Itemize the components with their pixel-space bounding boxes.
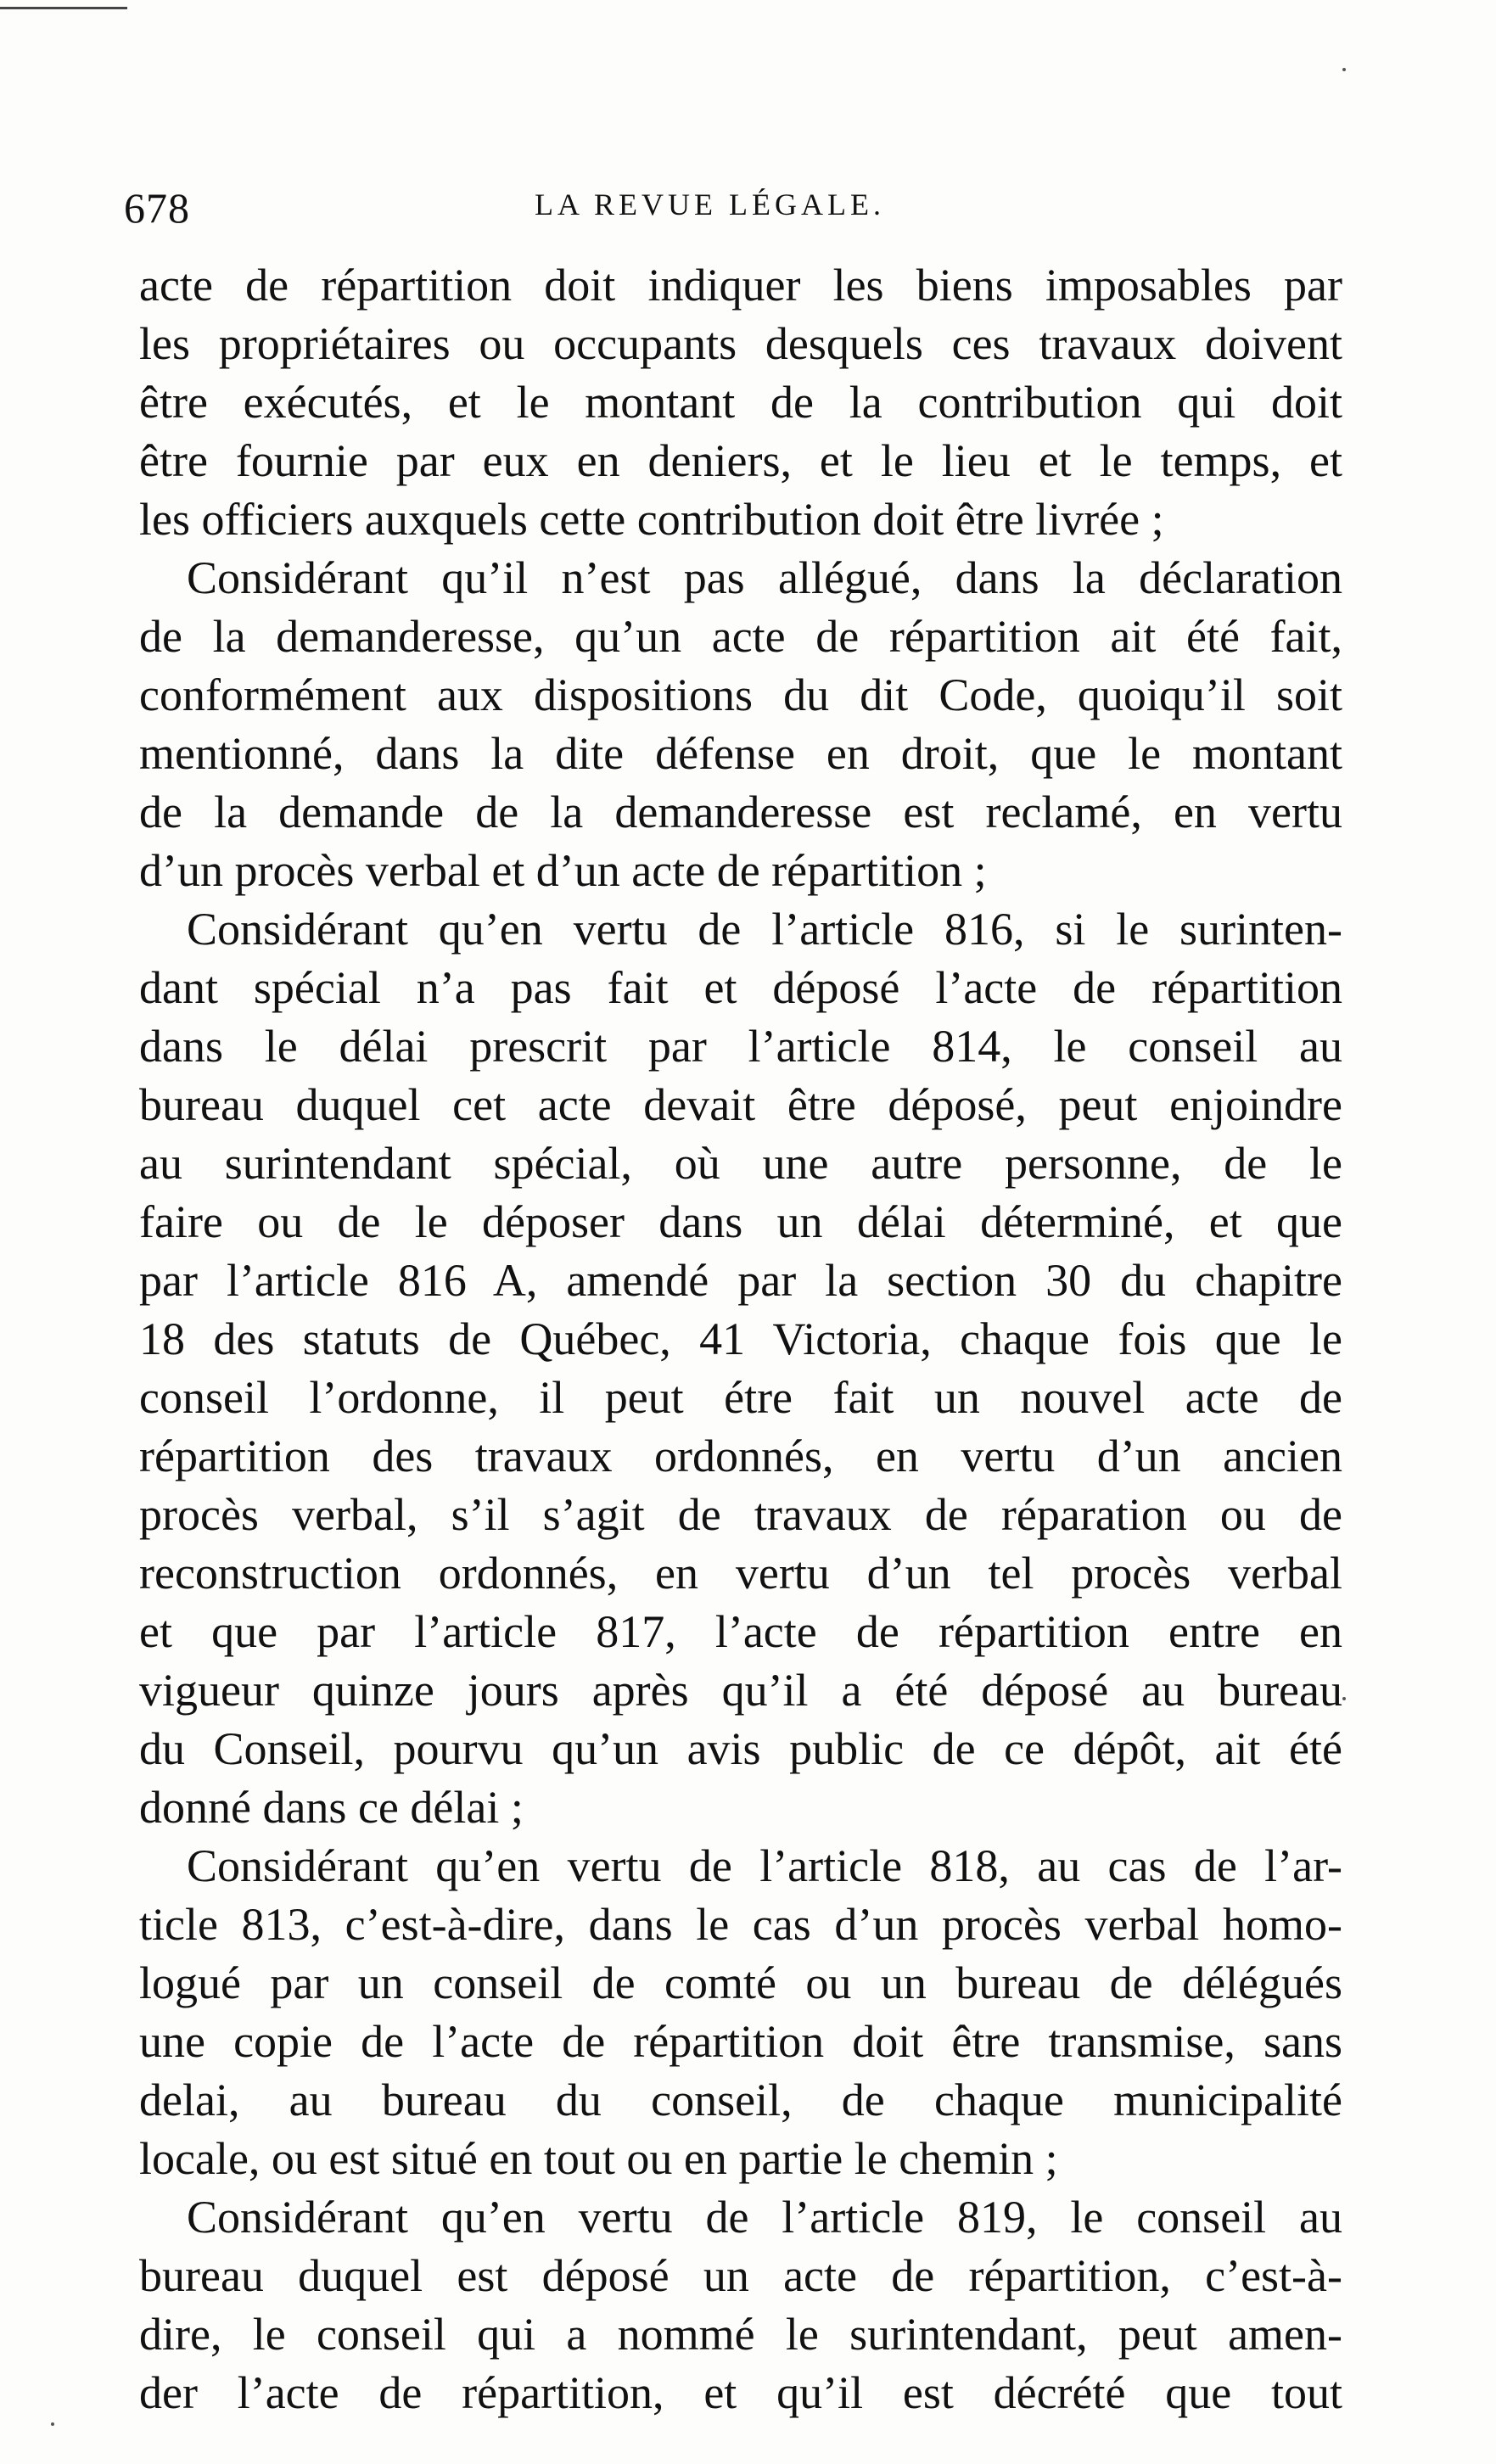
text-line: Considérant qu’il n’est pas allégué, dans la déclaration [187, 552, 1342, 603]
text-line: les propriétaires ou occupants desquels ces travaux doivent [139, 318, 1342, 369]
text-line: de la demanderesse, qu’un acte de répartition ait été fait, [139, 611, 1342, 662]
text-line: bureau duquel cet acte devait être déposé, peut enjoindre [139, 1079, 1342, 1130]
text-line: dire, le conseil qui a nommé le surintendant, peut amen- [139, 2309, 1342, 2360]
page-header [124, 183, 1337, 232]
text-line: répartition des travaux ordonnés, en vertu d’un ancien [139, 1431, 1342, 1481]
text-line: être fournie par eux en deniers, et le lieu et le temps, et [139, 435, 1342, 486]
text-line: les officiers auxquels cette contribution doit être livrée ; [139, 494, 1164, 545]
text-line: procès verbal, s’il s’agit de travaux de réparation ou de [139, 1489, 1342, 1540]
text-line: Considérant qu’en vertu de l’article 816, si le surinten- [187, 904, 1342, 955]
text-line: et que par l’article 817, l’acte de répartition entre en [139, 1606, 1342, 1657]
scan-speck [51, 2422, 54, 2426]
body-text [139, 256, 1342, 2422]
text-line: mentionné, dans la dite défense en droit, que le montant [139, 728, 1342, 779]
text-line: être exécutés, et le montant de la contribution qui doit [139, 377, 1342, 428]
text-line: de la demande de la demanderesse est reclamé, en vertu [139, 787, 1342, 837]
text-line: delai, au bureau du conseil, de chaque municipalité [139, 2075, 1342, 2125]
text-line: Considérant qu’en vertu de l’article 818, au cas de l’ar- [187, 1840, 1342, 1891]
text-line: vigueur quinze jours après qu’il a été déposé au bureau [139, 1665, 1342, 1716]
text-line: der l’acte de répartition, et qu’il est décrété que tout [139, 2367, 1342, 2418]
text-line: une copie de l’acte de répartition doit être transmise, sans [139, 2016, 1342, 2067]
text-line: conformément aux dispositions du dit Code, quoiqu’il soit [139, 669, 1342, 720]
text-line: par l’article 816 A, amendé par la section 30 du chapitre [139, 1255, 1342, 1306]
text-line: dans le délai prescrit par l’article 814, le conseil au [139, 1021, 1342, 1072]
text-line: du Conseil, pourvu qu’un avis public de ce dépôt, ait été [139, 1723, 1342, 1774]
page-number: 678 [124, 184, 190, 232]
text-line: ticle 813, c’est-à-dire, dans le cas d’un procès verbal homo- [139, 1899, 1342, 1950]
text-line: dant spécial n’a pas fait et déposé l’acte de répartition [139, 962, 1342, 1013]
text-line: donné dans ce délai ; [139, 1782, 524, 1833]
text-line: conseil l’ordonne, il peut étre fait un nouvel acte de [139, 1372, 1342, 1423]
text-line: Considérant qu’en vertu de l’article 819, le conseil au [187, 2192, 1342, 2243]
text-line: bureau duquel est déposé un acte de répartition, c’est-à- [139, 2250, 1342, 2301]
text-line: au surintendant spécial, où une autre personne, de le [139, 1138, 1342, 1189]
text-line: logué par un conseil de comté ou un bureau de délégués [139, 1957, 1342, 2008]
text-line: d’un procès verbal et d’un acte de répartition ; [139, 845, 987, 896]
scan-speck [1342, 1697, 1346, 1700]
text-line: acte de répartition doit indiquer les biens imposables par [139, 260, 1342, 311]
text-line: locale, ou est situé en tout ou en partie le chemin ; [139, 2133, 1058, 2184]
running-title: LA REVUE LÉGALE. [535, 188, 885, 221]
text-line: 18 des statuts de Québec, 41 Victoria, chaque fois que le [139, 1313, 1342, 1364]
text-line: faire ou de le déposer dans un délai déterminé, et que [139, 1196, 1342, 1247]
scan-speck [1342, 68, 1346, 71]
top-rule [0, 7, 127, 9]
text-line: reconstruction ordonnés, en vertu d’un tel procès verbal [139, 1548, 1342, 1599]
